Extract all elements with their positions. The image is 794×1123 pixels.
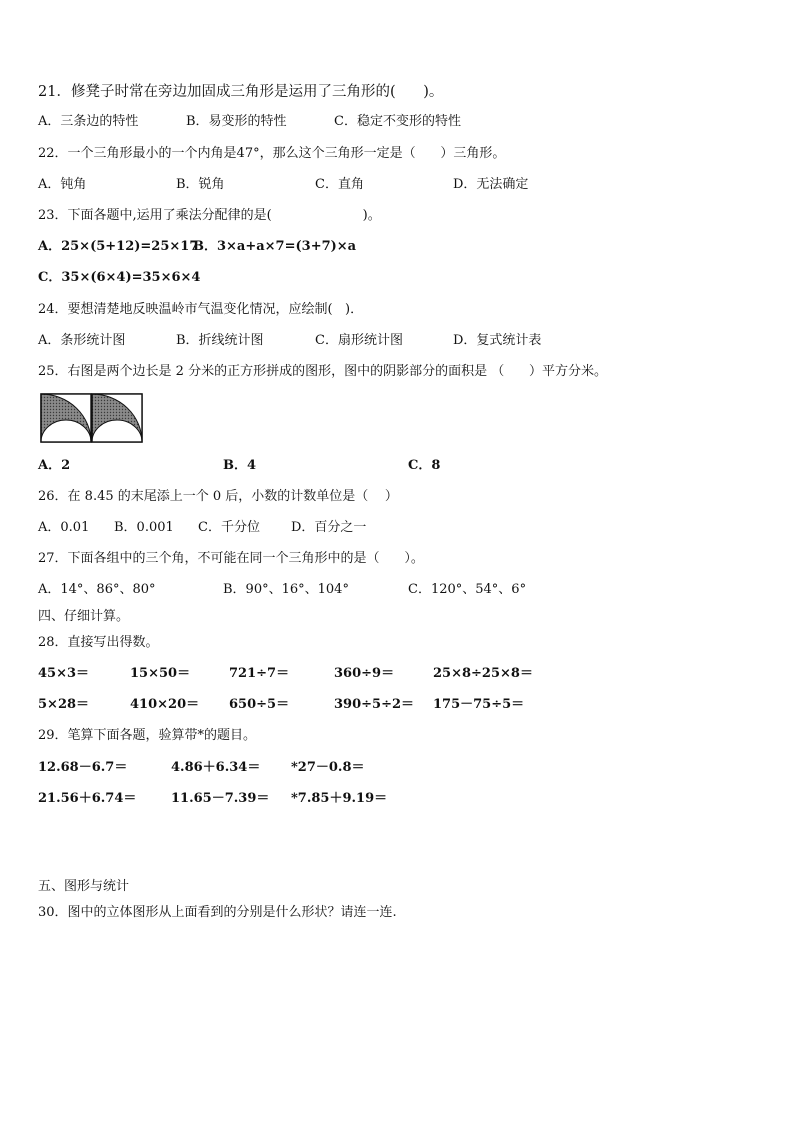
q28-item: 650÷5＝ [229,697,290,712]
q25-option-a[interactable]: A．2 [38,458,71,473]
q21-option-a[interactable]: A．三条边的特性 [38,114,139,129]
q28-item: 15×50＝ [130,666,191,681]
q26-option-c[interactable]: C．千分位 [198,520,260,535]
q28-item: 410×20＝ [130,697,200,712]
q22-option-d[interactable]: D．无法确定 [453,177,529,192]
q27-option-a[interactable]: A．14°、86°、80° [38,582,156,597]
q26-option-d[interactable]: D．百分之一 [291,520,367,535]
q23-stem: 23．下面各题中,运用了乘法分配律的是( )。 [38,208,381,223]
q28-stem: 28．直接写出得数。 [38,635,159,650]
q26-option-a[interactable]: A．0.01 [38,520,90,535]
q21-stem: 21．修凳子时常在旁边加固成三角形是运用了三角形的( )。 [38,84,444,100]
q27-option-c[interactable]: C．120°、54°、6° [408,582,527,597]
q23-option-a[interactable]: A．25×(5+12)=25×17 [38,239,199,254]
q25-figure [40,393,144,447]
q22-option-b[interactable]: B．锐角 [176,177,225,192]
q28-item: 721÷7＝ [229,666,290,681]
q29-item: 21.56＋6.74＝ [38,791,137,806]
q26-option-b[interactable]: B．0.001 [114,520,174,535]
shaded-squares-diagram [40,393,144,443]
q23-option-b[interactable]: B．3×a+a×7=(3+7)×a [193,239,357,254]
q23-option-c[interactable]: C．35×(6×4)=35×6×4 [38,270,201,285]
q24-option-c[interactable]: C．扇形统计图 [315,333,403,348]
q22-option-c[interactable]: C．直角 [315,177,364,192]
q21-option-b[interactable]: B．易变形的特性 [186,114,287,129]
q24-stem: 24．要想清楚地反映温岭市气温变化情况，应绘制( )． [38,302,364,317]
q25-stem: 25．右图是两个边长是 2 分米的正方形拼成的图形，图中的阴影部分的面积是 （ ）平方分米。 [38,364,608,379]
q26-stem: 26．在 8.45 的末尾添上一个 0 后，小数的计数单位是（ ） [38,489,398,504]
q28-item: 25×8÷25×8＝ [433,666,533,681]
q27-option-b[interactable]: B．90°、16°、104° [223,582,349,597]
q24-option-a[interactable]: A．条形统计图 [38,333,126,348]
section-4-heading: 四、仔细计算。 [38,609,130,624]
q29-item: 4.86＋6.34＝ [171,760,261,775]
q29-stem: 29．笔算下面各题，验算带*的题目。 [38,728,257,743]
q28-item: 5×28＝ [38,697,90,712]
q22-option-a[interactable]: A．钝角 [38,177,87,192]
q21-option-c[interactable]: C．稳定不变形的特性 [334,114,461,129]
q22-stem: 22．一个三角形最小的一个内角是47°，那么这个三角形一定是（ ）三角形。 [38,146,506,161]
q28-item: 360÷9＝ [334,666,395,681]
q28-item: 390÷5÷2＝ [334,697,415,712]
q29-item: *27－0.8＝ [291,760,365,775]
q30-stem: 30．图中的立体图形从上面看到的分别是什么形状？请连一连. [38,905,397,920]
q29-item: 12.68－6.7＝ [38,760,128,775]
q28-item: 45×3＝ [38,666,90,681]
q25-option-b[interactable]: B．4 [223,458,257,473]
q24-option-d[interactable]: D．复式统计表 [453,333,542,348]
q25-option-c[interactable]: C．8 [408,458,441,473]
q29-item: 11.65－7.39＝ [171,791,270,806]
q29-row-2 [38,791,758,871]
q27-stem: 27．下面各组中的三个角，不可能在同一个三角形中的是（ ）。 [38,551,424,566]
section-5-heading: 五、图形与统计 [38,879,130,894]
q28-item: 175－75÷5＝ [433,697,525,712]
q24-option-b[interactable]: B．折线统计图 [176,333,264,348]
q29-item: *7.85＋9.19＝ [291,791,388,806]
